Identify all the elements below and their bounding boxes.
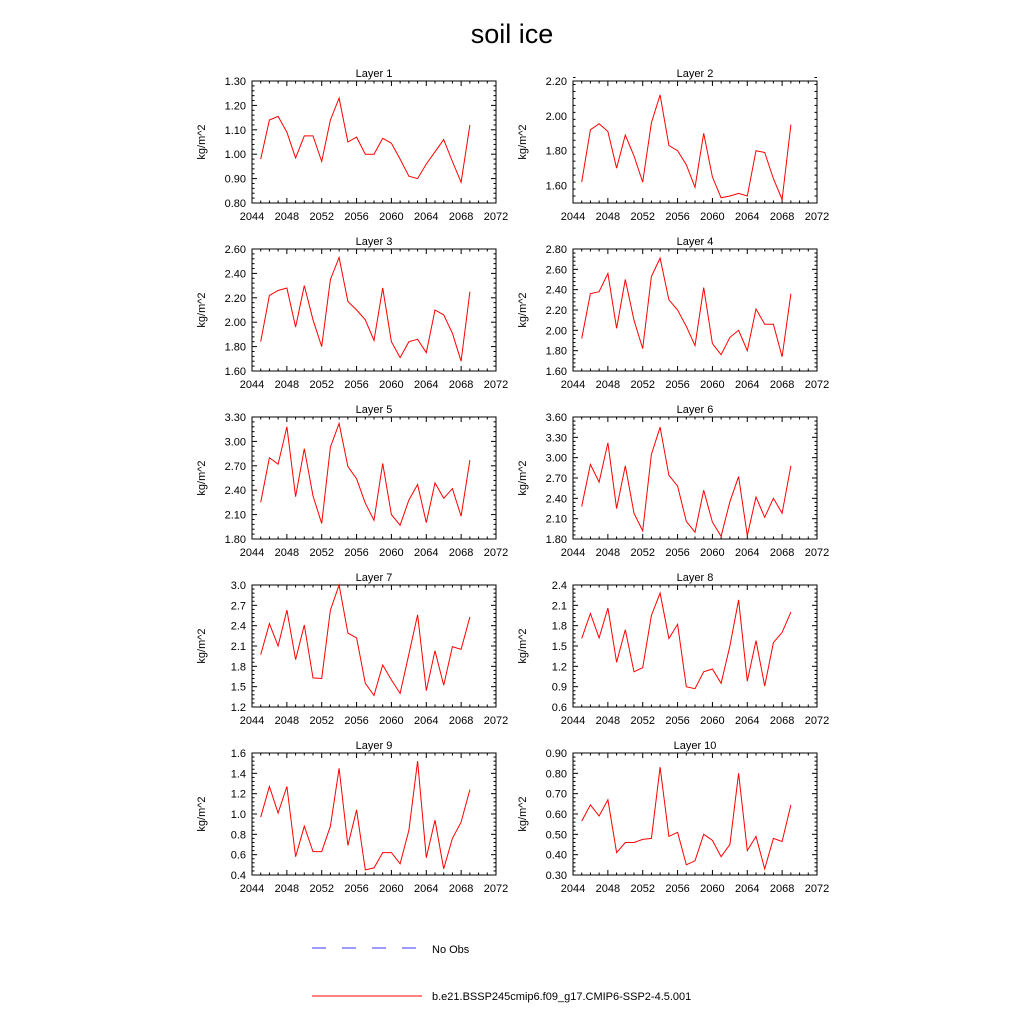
y-tick-label: 3.00 <box>545 452 567 465</box>
x-tick-label: 2068 <box>448 379 474 391</box>
y-tick-label: 3.00 <box>224 436 246 449</box>
y-tick-label: 3.0 <box>230 580 246 592</box>
x-tick-label: 2060 <box>379 211 404 223</box>
x-tick-label: 2068 <box>769 211 795 223</box>
x-tick-label: 2064 <box>414 547 439 559</box>
plot-frame <box>573 417 817 539</box>
y-tick-label: 1.80 <box>224 341 246 354</box>
y-tick-label: 1.80 <box>545 345 567 358</box>
x-tick-label: 2060 <box>379 547 404 559</box>
x-tick-label: 2056 <box>344 211 369 223</box>
panel-title: Layer 5 <box>355 404 393 416</box>
plot-frame <box>252 585 496 707</box>
panel-title: Layer 1 <box>355 68 393 80</box>
y-tick-label: 1.60 <box>545 366 567 378</box>
x-tick-label: 2064 <box>735 715 760 727</box>
panel-layer-3 <box>196 236 508 391</box>
x-tick-label: 2072 <box>804 715 830 727</box>
panel-layer-10 <box>517 740 829 895</box>
panel-title: Layer 6 <box>676 404 714 416</box>
panel-layer-4 <box>517 236 829 391</box>
y-tick-label: 0.90 <box>545 748 567 760</box>
y-tick-label: 2.80 <box>545 244 567 256</box>
x-tick-label: 2064 <box>414 883 439 895</box>
y-tick-label: 1.20 <box>224 100 246 113</box>
x-tick-label: 2056 <box>665 883 690 895</box>
x-tick-label: 2056 <box>344 883 369 895</box>
y-tick-label: 2.10 <box>224 509 246 522</box>
y-tick-label: 0.80 <box>224 198 246 210</box>
y-tick-label: 1.0 <box>230 809 246 821</box>
x-tick-label: 2068 <box>769 715 795 727</box>
x-tick-label: 2068 <box>769 883 795 895</box>
y-axis-label: kg/m^2 <box>196 796 208 832</box>
x-tick-label: 2056 <box>344 379 369 391</box>
x-tick-label: 2044 <box>239 211 265 223</box>
y-tick-label: 1.8 <box>551 620 567 633</box>
y-tick-label: 1.60 <box>224 366 246 378</box>
x-tick-label: 2064 <box>414 379 439 391</box>
x-tick-label: 2064 <box>735 211 760 223</box>
y-tick-label: 2.70 <box>545 473 567 485</box>
series-line <box>582 593 791 689</box>
y-axis-label: kg/m^2 <box>196 292 208 328</box>
x-tick-label: 2060 <box>700 715 725 727</box>
x-tick-label: 2048 <box>274 883 300 895</box>
x-tick-label: 2052 <box>630 379 655 391</box>
y-tick-label: 1.8 <box>230 661 246 674</box>
series-line <box>582 767 791 869</box>
y-tick-label: 1.30 <box>224 76 246 88</box>
panel-layer-8 <box>517 572 829 727</box>
x-tick-label: 2060 <box>379 883 404 895</box>
y-tick-label: 2.40 <box>545 493 567 506</box>
x-tick-label: 2060 <box>379 379 404 391</box>
y-tick-label: 2.20 <box>545 305 567 317</box>
x-tick-label: 2048 <box>595 883 621 895</box>
x-tick-label: 2044 <box>560 379 586 391</box>
y-tick-label: 0.6 <box>230 849 246 862</box>
x-tick-label: 2072 <box>483 547 509 559</box>
x-tick-label: 2072 <box>483 379 509 391</box>
x-tick-label: 2072 <box>804 379 830 391</box>
y-axis-label: kg/m^2 <box>196 628 208 664</box>
x-tick-label: 2056 <box>344 715 369 727</box>
x-tick-label: 2072 <box>483 211 509 223</box>
y-tick-label: 2.00 <box>545 325 567 338</box>
x-tick-label: 2068 <box>448 547 474 559</box>
y-tick-label: 3.30 <box>224 412 246 424</box>
y-tick-label: 2.1 <box>230 641 246 653</box>
y-axis-label: kg/m^2 <box>517 124 529 160</box>
y-tick-label: 1.80 <box>224 534 246 546</box>
y-tick-label: 2.10 <box>545 513 567 526</box>
y-tick-label: 1.00 <box>224 149 246 162</box>
plot-frame <box>573 249 817 371</box>
x-tick-label: 2064 <box>414 715 439 727</box>
x-tick-label: 2052 <box>309 211 334 223</box>
figure-title: soil ice <box>470 19 554 49</box>
y-tick-label: 2.40 <box>224 485 246 498</box>
x-tick-label: 2052 <box>630 715 655 727</box>
series-line <box>261 98 470 182</box>
x-tick-label: 2072 <box>483 715 509 727</box>
x-tick-label: 2052 <box>309 547 334 559</box>
x-tick-label: 2044 <box>239 883 265 895</box>
series-line <box>582 258 791 357</box>
x-tick-label: 2044 <box>560 883 586 895</box>
panel-title: Layer 8 <box>676 572 714 584</box>
panel-layer-2 <box>517 68 829 223</box>
x-tick-label: 2048 <box>595 379 621 391</box>
x-tick-label: 2060 <box>700 211 725 223</box>
y-tick-label: 1.10 <box>224 124 246 137</box>
y-tick-label: 0.4 <box>230 870 246 882</box>
panel-title: Layer 10 <box>673 740 717 752</box>
y-tick-label: 0.9 <box>551 681 567 694</box>
x-tick-label: 2068 <box>769 379 795 391</box>
y-tick-label: 2.60 <box>545 264 567 277</box>
x-tick-label: 2044 <box>239 379 265 391</box>
x-tick-label: 2048 <box>274 379 300 391</box>
y-tick-label: 2.7 <box>230 600 246 613</box>
panel-title: Layer 2 <box>676 68 714 80</box>
x-tick-label: 2060 <box>700 379 725 391</box>
x-tick-label: 2052 <box>630 211 655 223</box>
panels-group <box>196 68 829 895</box>
y-tick-label: 0.6 <box>551 702 567 714</box>
x-tick-label: 2048 <box>274 211 300 223</box>
plot-frame <box>252 753 496 875</box>
series-line <box>261 258 470 362</box>
y-tick-label: 1.5 <box>551 641 567 653</box>
y-tick-label: 0.30 <box>545 870 567 882</box>
y-tick-label: 0.70 <box>545 788 567 801</box>
series-line <box>582 95 791 200</box>
x-tick-label: 2052 <box>630 547 655 559</box>
y-tick-label: 2.4 <box>551 580 567 592</box>
y-tick-label: 2.00 <box>545 110 567 123</box>
y-tick-label: 0.60 <box>545 809 567 821</box>
y-tick-label: 2.20 <box>545 76 567 88</box>
panel-layer-7 <box>196 572 508 727</box>
y-axis-label: kg/m^2 <box>517 628 529 664</box>
x-tick-label: 2056 <box>665 211 690 223</box>
x-tick-label: 2056 <box>665 547 690 559</box>
x-tick-label: 2060 <box>700 883 725 895</box>
plot-frame <box>573 753 817 875</box>
panel-layer-5 <box>196 404 508 559</box>
panel-title: Layer 4 <box>676 236 714 248</box>
x-tick-label: 2064 <box>414 211 439 223</box>
x-tick-label: 2072 <box>483 883 509 895</box>
y-tick-label: 1.5 <box>230 681 246 694</box>
panel-title: Layer 9 <box>355 740 393 752</box>
legend-model-label: b.e21.BSSP245cmip6.f09_g17.CMIP6-SSP2-4.5.001 <box>432 991 692 1003</box>
x-tick-label: 2044 <box>239 715 265 727</box>
x-tick-label: 2052 <box>309 715 334 727</box>
panel-title: Layer 7 <box>355 572 393 584</box>
y-tick-label: 2.00 <box>224 317 246 330</box>
y-tick-label: 0.90 <box>224 173 246 186</box>
y-tick-label: 1.2 <box>230 788 246 801</box>
y-tick-label: 1.2 <box>551 661 567 674</box>
x-tick-label: 2072 <box>804 547 830 559</box>
y-tick-label: 2.1 <box>551 600 567 613</box>
y-tick-label: 2.40 <box>545 284 567 297</box>
x-tick-label: 2048 <box>274 715 300 727</box>
y-tick-label: 0.80 <box>545 768 567 781</box>
y-tick-label: 1.80 <box>545 145 567 158</box>
y-tick-label: 3.30 <box>545 432 567 445</box>
x-tick-label: 2072 <box>804 883 830 895</box>
y-axis-label: kg/m^2 <box>196 460 208 496</box>
x-tick-label: 2044 <box>239 547 265 559</box>
y-tick-label: 0.50 <box>545 829 567 842</box>
y-axis-label: kg/m^2 <box>196 124 208 160</box>
x-tick-label: 2056 <box>665 715 690 727</box>
x-tick-label: 2060 <box>700 547 725 559</box>
plot-frame <box>252 81 496 203</box>
y-tick-label: 1.2 <box>230 702 246 714</box>
x-tick-label: 2068 <box>448 211 474 223</box>
y-tick-label: 2.70 <box>224 460 246 473</box>
y-tick-label: 2.60 <box>224 244 246 256</box>
series-line <box>261 761 470 870</box>
x-tick-label: 2052 <box>309 883 334 895</box>
x-tick-label: 2048 <box>595 715 621 727</box>
x-tick-label: 2052 <box>309 379 334 391</box>
x-tick-label: 2056 <box>665 379 690 391</box>
x-tick-label: 2072 <box>804 211 830 223</box>
x-tick-label: 2068 <box>448 715 474 727</box>
y-tick-label: 1.60 <box>545 180 567 193</box>
y-tick-label: 3.60 <box>545 412 567 424</box>
y-tick-label: 0.40 <box>545 849 567 862</box>
x-tick-label: 2064 <box>735 379 760 391</box>
x-tick-label: 2052 <box>630 883 655 895</box>
panel-layer-6 <box>517 404 829 559</box>
x-tick-label: 2064 <box>735 883 760 895</box>
x-tick-label: 2044 <box>560 547 586 559</box>
legend <box>312 944 691 1003</box>
y-tick-label: 1.6 <box>230 748 246 760</box>
series-line <box>261 424 470 526</box>
panel-layer-1 <box>196 68 508 223</box>
plot-frame <box>252 249 496 371</box>
x-tick-label: 2044 <box>560 211 586 223</box>
legend-no-obs-label: No Obs <box>432 944 470 956</box>
x-tick-label: 2064 <box>735 547 760 559</box>
y-tick-label: 2.40 <box>224 268 246 281</box>
series-line <box>582 427 791 536</box>
y-tick-label: 0.8 <box>230 829 246 842</box>
y-tick-label: 1.4 <box>230 768 246 781</box>
x-tick-label: 2068 <box>769 547 795 559</box>
x-tick-label: 2048 <box>595 547 621 559</box>
y-axis-label: kg/m^2 <box>517 796 529 832</box>
panel-title: Layer 3 <box>355 236 393 248</box>
x-tick-label: 2048 <box>595 211 621 223</box>
y-tick-label: 2.4 <box>230 620 246 633</box>
x-tick-label: 2044 <box>560 715 586 727</box>
x-tick-label: 2068 <box>448 883 474 895</box>
y-tick-label: 1.80 <box>545 534 567 546</box>
x-tick-label: 2056 <box>344 547 369 559</box>
series-line <box>261 585 470 696</box>
y-axis-label: kg/m^2 <box>517 460 529 496</box>
y-tick-label: 2.20 <box>224 292 246 305</box>
panel-layer-9 <box>196 740 508 895</box>
y-axis-label: kg/m^2 <box>517 292 529 328</box>
x-tick-label: 2048 <box>274 547 300 559</box>
x-tick-label: 2060 <box>379 715 404 727</box>
